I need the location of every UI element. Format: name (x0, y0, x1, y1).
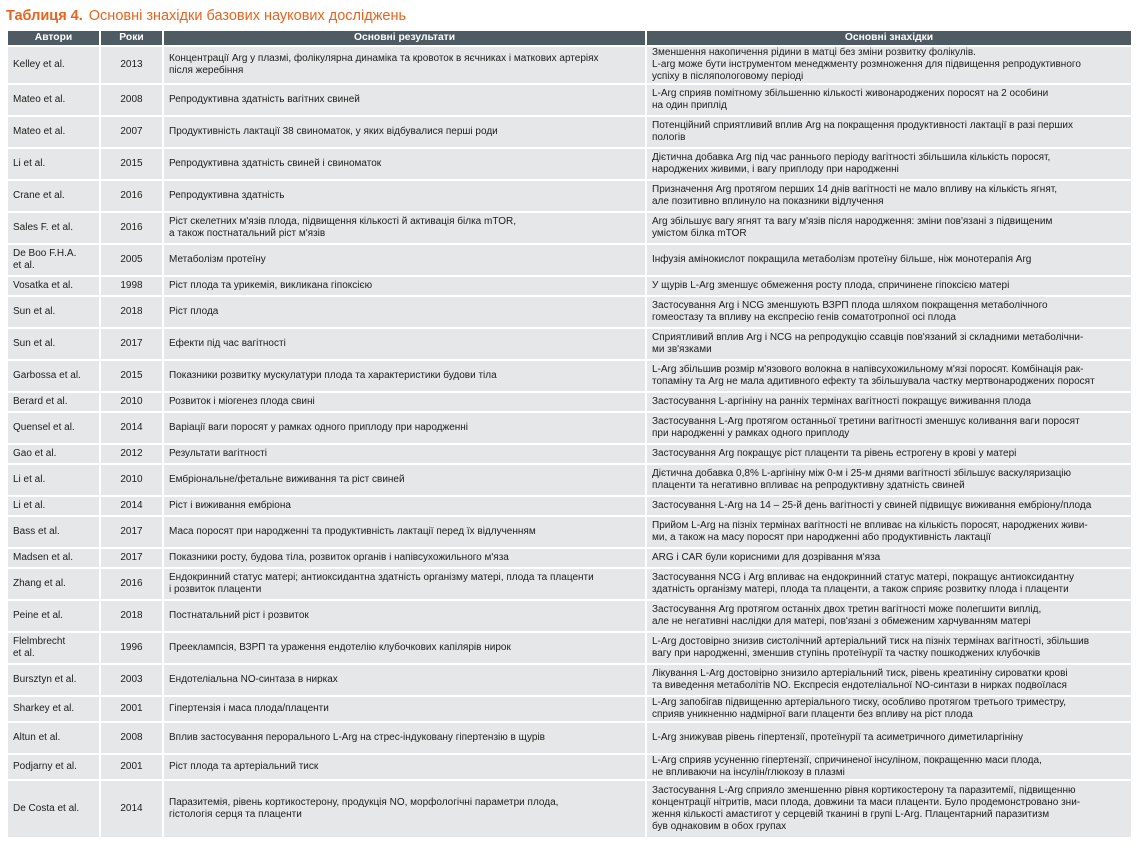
cell-findings: L-Arg запобігав підвищенню артеріального тиску, особливо протягом третього триместру, сприяв уникненню надмірної ваги плаценти без впливу на ріст плода (647, 697, 1131, 721)
cell-author: Li et al. (8, 465, 99, 495)
cell-year: 2010 (101, 465, 162, 495)
cell-findings: Дієтична добавка 0,8% L-аргініну між 0-м і 25-м днями вагітності збільшує васкуляризацію плаценти та негативно впливає на репродуктивну здатність свиней (647, 465, 1131, 495)
table-row (8, 361, 1131, 391)
cell-year: 2008 (101, 723, 162, 753)
cell-author: Mateo et al. (8, 85, 99, 115)
cell-findings: Сприятливий вплив Arg і NCG на репродукцію ссавців пов'язаний зі складними метаболічни- ми зв'язками (647, 329, 1131, 359)
table-row (8, 665, 1131, 695)
table-row (8, 781, 1131, 837)
cell-author: Bass et al. (8, 517, 99, 547)
table-row (8, 181, 1131, 211)
table-row (8, 393, 1131, 411)
cell-author: Quensel et al. (8, 413, 99, 443)
cell-year: 2014 (101, 781, 162, 837)
cell-year: 2014 (101, 497, 162, 515)
cell-results: Результати вагітності (164, 445, 645, 463)
table-row (8, 85, 1131, 115)
cell-year: 2007 (101, 117, 162, 147)
cell-findings: Застосування L-Arg на 14 – 25-й день вагітності у свиней підвищує виживання ембріону/плода (647, 497, 1131, 515)
cell-findings: Застосування Arg протягом останніх двох третин вагітності може полегшити виплід, але не негативні наслідки для матері, пов'язані з обмеженим харчуванням матері (647, 601, 1131, 631)
cell-author: Li et al. (8, 149, 99, 179)
cell-findings: Зменшення накопичення рідини в матці без зміни розвитку фолікулів. L-arg може бути інструментом менеджменту розмноження для підвищення репродуктивного успіху в післяпологовому періоді (647, 47, 1131, 83)
cell-year: 2015 (101, 149, 162, 179)
cell-year: 2012 (101, 445, 162, 463)
cell-results: Показники росту, будова тіла, розвиток органів і напівсухожильного м'яза (164, 549, 645, 567)
cell-year: 2018 (101, 297, 162, 327)
cell-findings: Потенційний сприятливий вплив Arg на покращення продуктивності лактації в разі перших пологів (647, 117, 1131, 147)
cell-findings: Прийом L-Arg на пізніх термінах вагітності не впливає на кількість поросят, народжених живи- ми, а також на масу поросят при народженні або продуктивність лактації (647, 517, 1131, 547)
cell-findings: ARG і CAR були корисними для дозрівання м'яза (647, 549, 1131, 567)
cell-year: 2014 (101, 413, 162, 443)
cell-author: Madsen et al. (8, 549, 99, 567)
cell-findings: Застосування Arg і NCG зменшують ВЗРП плода шляхом покращення метаболічного гомеостазу та впливу на експресію генів соматотропної осі плода (647, 297, 1131, 327)
cell-author: Li et al. (8, 497, 99, 515)
cell-results: Ефекти під час вагітності (164, 329, 645, 359)
cell-results: Ендокринний статус матері; антиоксидантна здатність організму матері, плода та плаценти і розвиток плаценти (164, 569, 645, 599)
table-number: Таблиця 4. (6, 8, 83, 24)
table-row (8, 549, 1131, 567)
cell-year: 2005 (101, 245, 162, 275)
cell-author: Flelmbrecht et al. (8, 633, 99, 663)
table-row (8, 297, 1131, 327)
cell-author: Sharkey et al. (8, 697, 99, 721)
cell-results: Маса поросят при народженні та продуктивність лактації перед їх відлученням (164, 517, 645, 547)
cell-author: Garbossa et al. (8, 361, 99, 391)
cell-results: Прееклампсія, ВЗРП та ураження ендотелію клубочкових капілярів нирок (164, 633, 645, 663)
cell-author: De Costa et al. (8, 781, 99, 837)
table-row (8, 277, 1131, 295)
table-row (8, 413, 1131, 443)
cell-year: 2010 (101, 393, 162, 411)
table-caption (6, 5, 406, 27)
cell-year: 2016 (101, 569, 162, 599)
cell-results: Репродуктивна здатність свиней і свиноматок (164, 149, 645, 179)
table-row (8, 569, 1131, 599)
cell-author: Bursztyn et al. (8, 665, 99, 695)
table-row (8, 47, 1131, 83)
table-row (8, 723, 1131, 753)
cell-results: Ріст плода та урикемія, викликана гіпоксією (164, 277, 645, 295)
table-row (8, 497, 1131, 515)
cell-year: 2001 (101, 697, 162, 721)
cell-year: 2017 (101, 329, 162, 359)
cell-year: 1996 (101, 633, 162, 663)
cell-findings: L-Arg сприяв помітному збільшенню кількості живонароджених поросят на 2 особини на один приплід (647, 85, 1131, 115)
cell-results: Ембріональне/фетальне виживання та ріст свиней (164, 465, 645, 495)
cell-year: 1998 (101, 277, 162, 295)
cell-author: Kelley et al. (8, 47, 99, 83)
cell-results: Вплив застосування перорального L-Arg на стрес-індуковану гіпертензію в щурів (164, 723, 645, 753)
cell-results: Ріст і виживання ембріона (164, 497, 645, 515)
cell-findings: Застосування L-аргініну на ранніх термінах вагітності покращує виживання плода (647, 393, 1131, 411)
table-row (8, 755, 1131, 779)
cell-findings: L-Arg знижував рівень гіпертензії, протеїнурії та асиметричного диметиларгініну (647, 723, 1131, 753)
cell-findings: У щурів L-Arg зменшує обмеження росту плода, спричинене гіпоксією матері (647, 277, 1131, 295)
cell-findings: L-Arg збільшив розмір м'язового волокна в напівсухожильному м'язі поросят. Комбінація рак- топаміну та Arg не мала адитивного ефекту та збільшувала частку мертвонароджених поросят (647, 361, 1131, 391)
cell-findings: L-Arg сприяв усуненню гіпертензії, спричиненої інсуліном, покращенню маси плода, не впливаючи на інсулін/глюкозу в плазмі (647, 755, 1131, 779)
cell-results: Варіації ваги поросят у рамках одного приплоду при народженні (164, 413, 645, 443)
cell-findings: Дієтична добавка Arg під час раннього періоду вагітності збільшила кількість поросят, народжених живими, і вагу приплоду при народженні (647, 149, 1131, 179)
cell-author: Zhang et al. (8, 569, 99, 599)
header-row (8, 31, 1131, 45)
table-title: Основні знахідки базових наукових досліджень (88, 8, 407, 24)
cell-year: 2017 (101, 549, 162, 567)
cell-author: Crane et al. (8, 181, 99, 211)
cell-year: 2008 (101, 85, 162, 115)
table-row (8, 213, 1131, 243)
cell-results: Репродуктивна здатність (164, 181, 645, 211)
cell-findings: L-Arg достовірно знизив систолічний артеріальний тиск на пізніх термінах вагітності, збільшив вагу при народженні, зменшив ступінь протеїнурії та частку пошкоджених клубочків (647, 633, 1131, 663)
cell-author: Sun et al. (8, 329, 99, 359)
header-main-results: Основні результати (164, 31, 645, 45)
cell-results: Ріст скелетних м'язів плода, підвищення кількості й активація білка mTOR, а також постнатальний ріст м'язів (164, 213, 645, 243)
cell-results: Ріст плода та артеріальний тиск (164, 755, 645, 779)
cell-author: De Boo F.H.A. et al. (8, 245, 99, 275)
table-row (8, 465, 1131, 495)
cell-year: 2003 (101, 665, 162, 695)
cell-findings: Застосування L-Arg сприяло зменшенню рівня кортикостерону та паразитемії, підвищенню концентрації нітритів, маси плода, довжини та маси плаценти. Було продемонстровано зни- ження кількості амастигот у серцевій тканині в групі L-Arg. Плацентарний паразитизм був однаковим в обох групах (647, 781, 1131, 837)
table-body (8, 47, 1131, 837)
cell-results: Метаболізм протеїну (164, 245, 645, 275)
header-authors: Автори (8, 31, 99, 45)
cell-year: 2018 (101, 601, 162, 631)
cell-author: Sun et al. (8, 297, 99, 327)
cell-findings: Застосування L-Arg протягом останньої третини вагітності зменшує коливання ваги поросят при народженні у рамках одного приплоду (647, 413, 1131, 443)
cell-findings: Інфузія амінокислот покращила метаболізм протеїну більше, ніж монотерапія Arg (647, 245, 1131, 275)
cell-results: Концентрації Arg у плазмі, фолікулярна динаміка та кровоток в яєчниках і маткових артеріях після жеребіння (164, 47, 645, 83)
cell-results: Показники розвитку мускулатури плода та характеристики будови тіла (164, 361, 645, 391)
table-row (8, 329, 1131, 359)
header-years: Роки (101, 31, 162, 45)
table-row (8, 117, 1131, 147)
cell-author: Mateo et al. (8, 117, 99, 147)
cell-year: 2013 (101, 47, 162, 83)
table-row (8, 445, 1131, 463)
cell-findings: Застосування Arg покращує ріст плаценти та рівень естрогену в крові у матері (647, 445, 1131, 463)
cell-author: Peine et al. (8, 601, 99, 631)
table-row (8, 601, 1131, 631)
cell-results: Гіпертензія і маса плода/плаценти (164, 697, 645, 721)
cell-results: Постнатальний ріст і розвиток (164, 601, 645, 631)
cell-author: Berard et al. (8, 393, 99, 411)
cell-results: Розвиток і міогенез плода свині (164, 393, 645, 411)
table-row (8, 633, 1131, 663)
cell-year: 2016 (101, 181, 162, 211)
table-row (8, 149, 1131, 179)
cell-year: 2016 (101, 213, 162, 243)
cell-results: Ріст плода (164, 297, 645, 327)
cell-author: Podjarny et al. (8, 755, 99, 779)
cell-author: Vosatka et al. (8, 277, 99, 295)
cell-results: Паразитемія, рівень кортикостерону, продукція NO, морфологічні параметри плода, гістологія серця та плаценти (164, 781, 645, 837)
header-main-findings: Основні знахідки (647, 31, 1131, 45)
cell-findings: Arg збільшує вагу ягнят та вагу м'язів після народження: зміни пов'язані з підвищеним умістом білка mTOR (647, 213, 1131, 243)
findings-table (6, 29, 1133, 839)
cell-results: Ендотеліальна NO-синтаза в нирках (164, 665, 645, 695)
cell-author: Altun et al. (8, 723, 99, 753)
cell-results: Репродуктивна здатність вагітних свиней (164, 85, 645, 115)
cell-findings: Застосування NCG і Arg впливає на ендокринний статус матері, покращує антиоксидантну здатність організму матері, плода та плаценти, а також сприяє розвитку плода і плаценти (647, 569, 1131, 599)
cell-year: 2017 (101, 517, 162, 547)
cell-year: 2015 (101, 361, 162, 391)
cell-author: Gao et al. (8, 445, 99, 463)
cell-results: Продуктивність лактації 38 свиноматок, у яких відбувалися перші роди (164, 117, 645, 147)
cell-author: Sales F. et al. (8, 213, 99, 243)
cell-findings: Лікування L-Arg достовірно знизило артеріальний тиск, рівень креатиніну сироватки крові та виведення метаболітів NO. Експресія ендотеліальної NO-синтази в нирках подвоїлася (647, 665, 1131, 695)
table-row (8, 517, 1131, 547)
cell-year: 2001 (101, 755, 162, 779)
cell-findings: Призначення Arg протягом перших 14 днів вагітності не мало впливу на кількість ягнят, але позитивно вплинуло на показники відлучення (647, 181, 1131, 211)
table-row (8, 697, 1131, 721)
table-row (8, 245, 1131, 275)
